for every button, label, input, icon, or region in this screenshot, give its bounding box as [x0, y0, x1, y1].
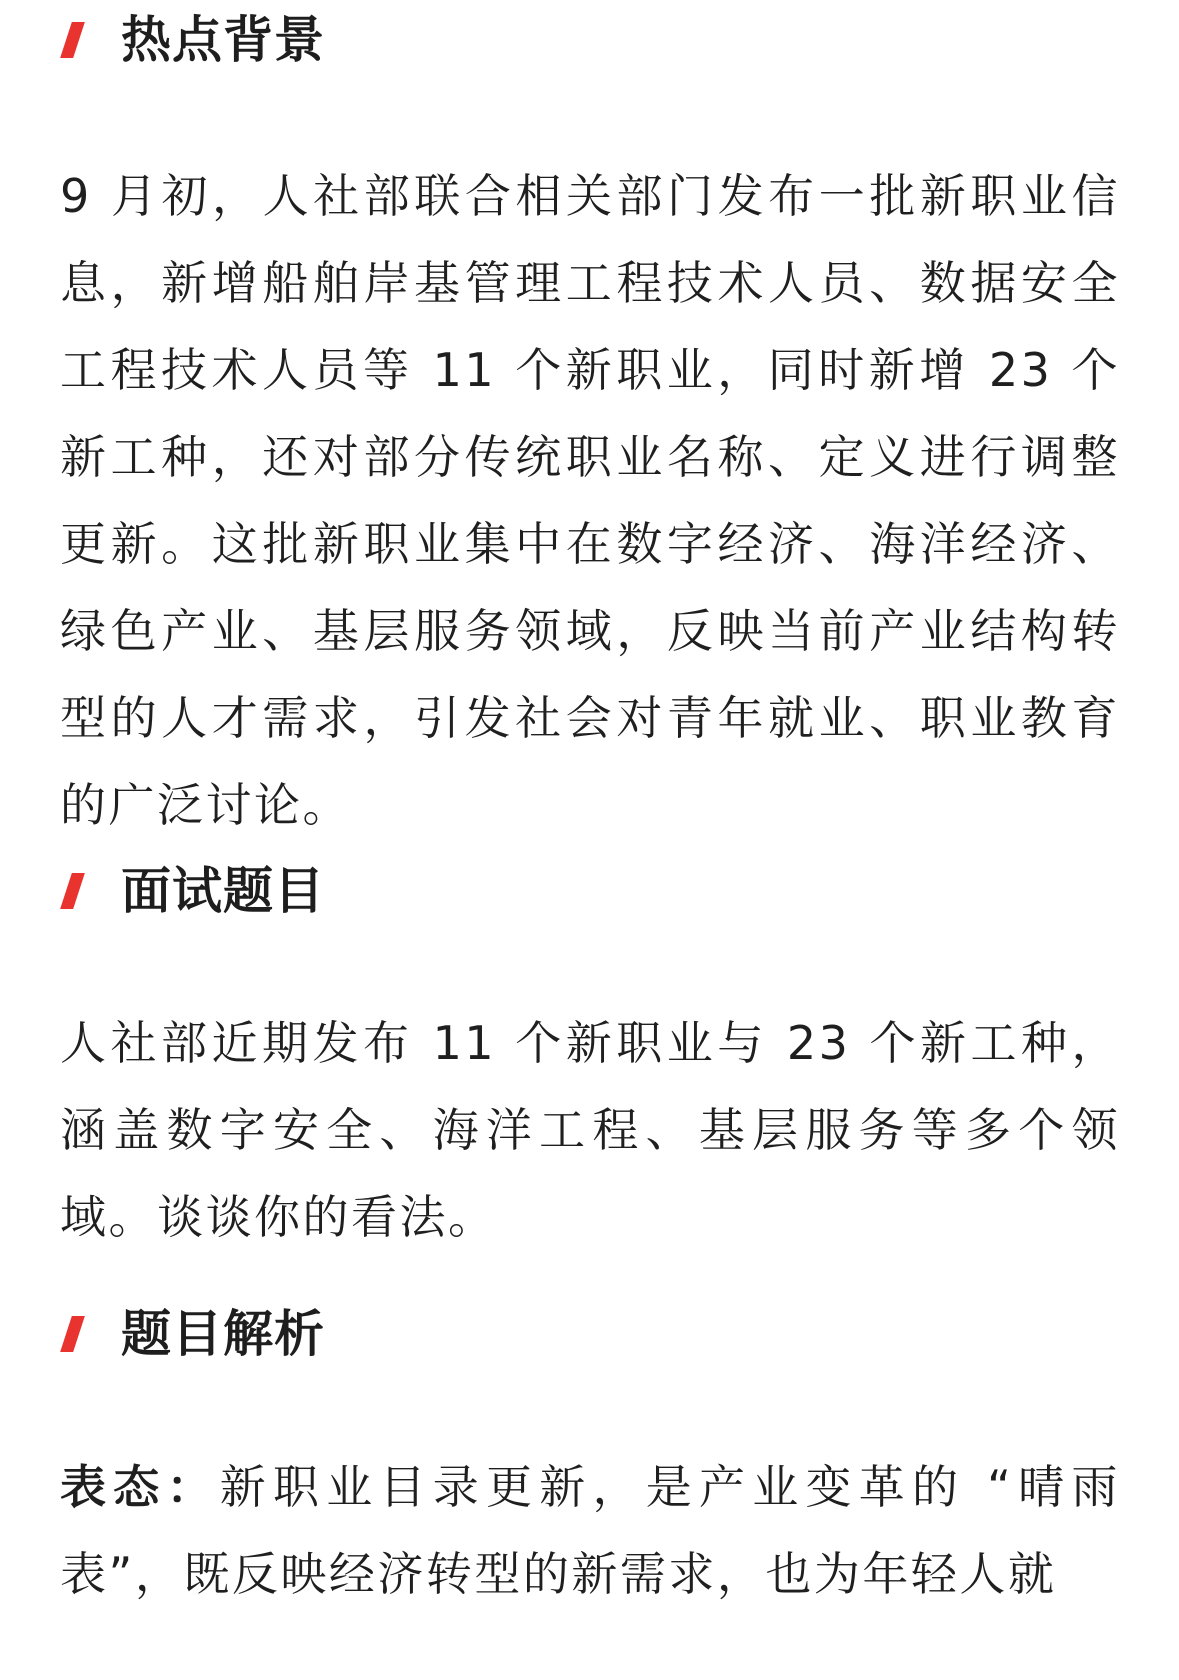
section-heading-background — [60, 4, 325, 76]
section-title: 面试题目 — [121, 862, 325, 920]
slash-accent-icon — [60, 873, 85, 909]
slash-accent-icon — [60, 1316, 85, 1352]
section-heading-analysis — [60, 1298, 325, 1370]
section-heading-question — [60, 855, 325, 927]
analysis-body-text: 新职业目录更新，是产业变革的 “晴雨表”，既反映经济转型的新需求，也为年轻人就 — [60, 1460, 1121, 1601]
analysis-lead-label: 表态： — [60, 1460, 220, 1514]
section-title: 热点背景 — [121, 11, 325, 69]
section-paragraph-analysis — [60, 1444, 1120, 1618]
slash-accent-icon — [60, 22, 85, 58]
section-paragraph-background: 9 月初，人社部联合相关部门发布一批新职业信息，新增船舶岸基管理工程技术人员、数据安全工程技术人员等 11 个新职业，同时新增 23 个新工种，还对部分传统职业名称、定义进行调整更新。这批新职业集中在数字经济、海洋经济、绿色产业、基层服务领域，反映当前产业结构转型的人才需求，引发社会对青年就业、职业教育的广泛讨论。 — [60, 169, 1120, 832]
section-title: 题目解析 — [121, 1305, 325, 1363]
section-paragraph-question: 人社部近期发布 11 个新职业与 23 个新工种，涵盖数字安全、海洋工程、基层服务等多个领域。谈谈你的看法。 — [60, 1016, 1120, 1244]
